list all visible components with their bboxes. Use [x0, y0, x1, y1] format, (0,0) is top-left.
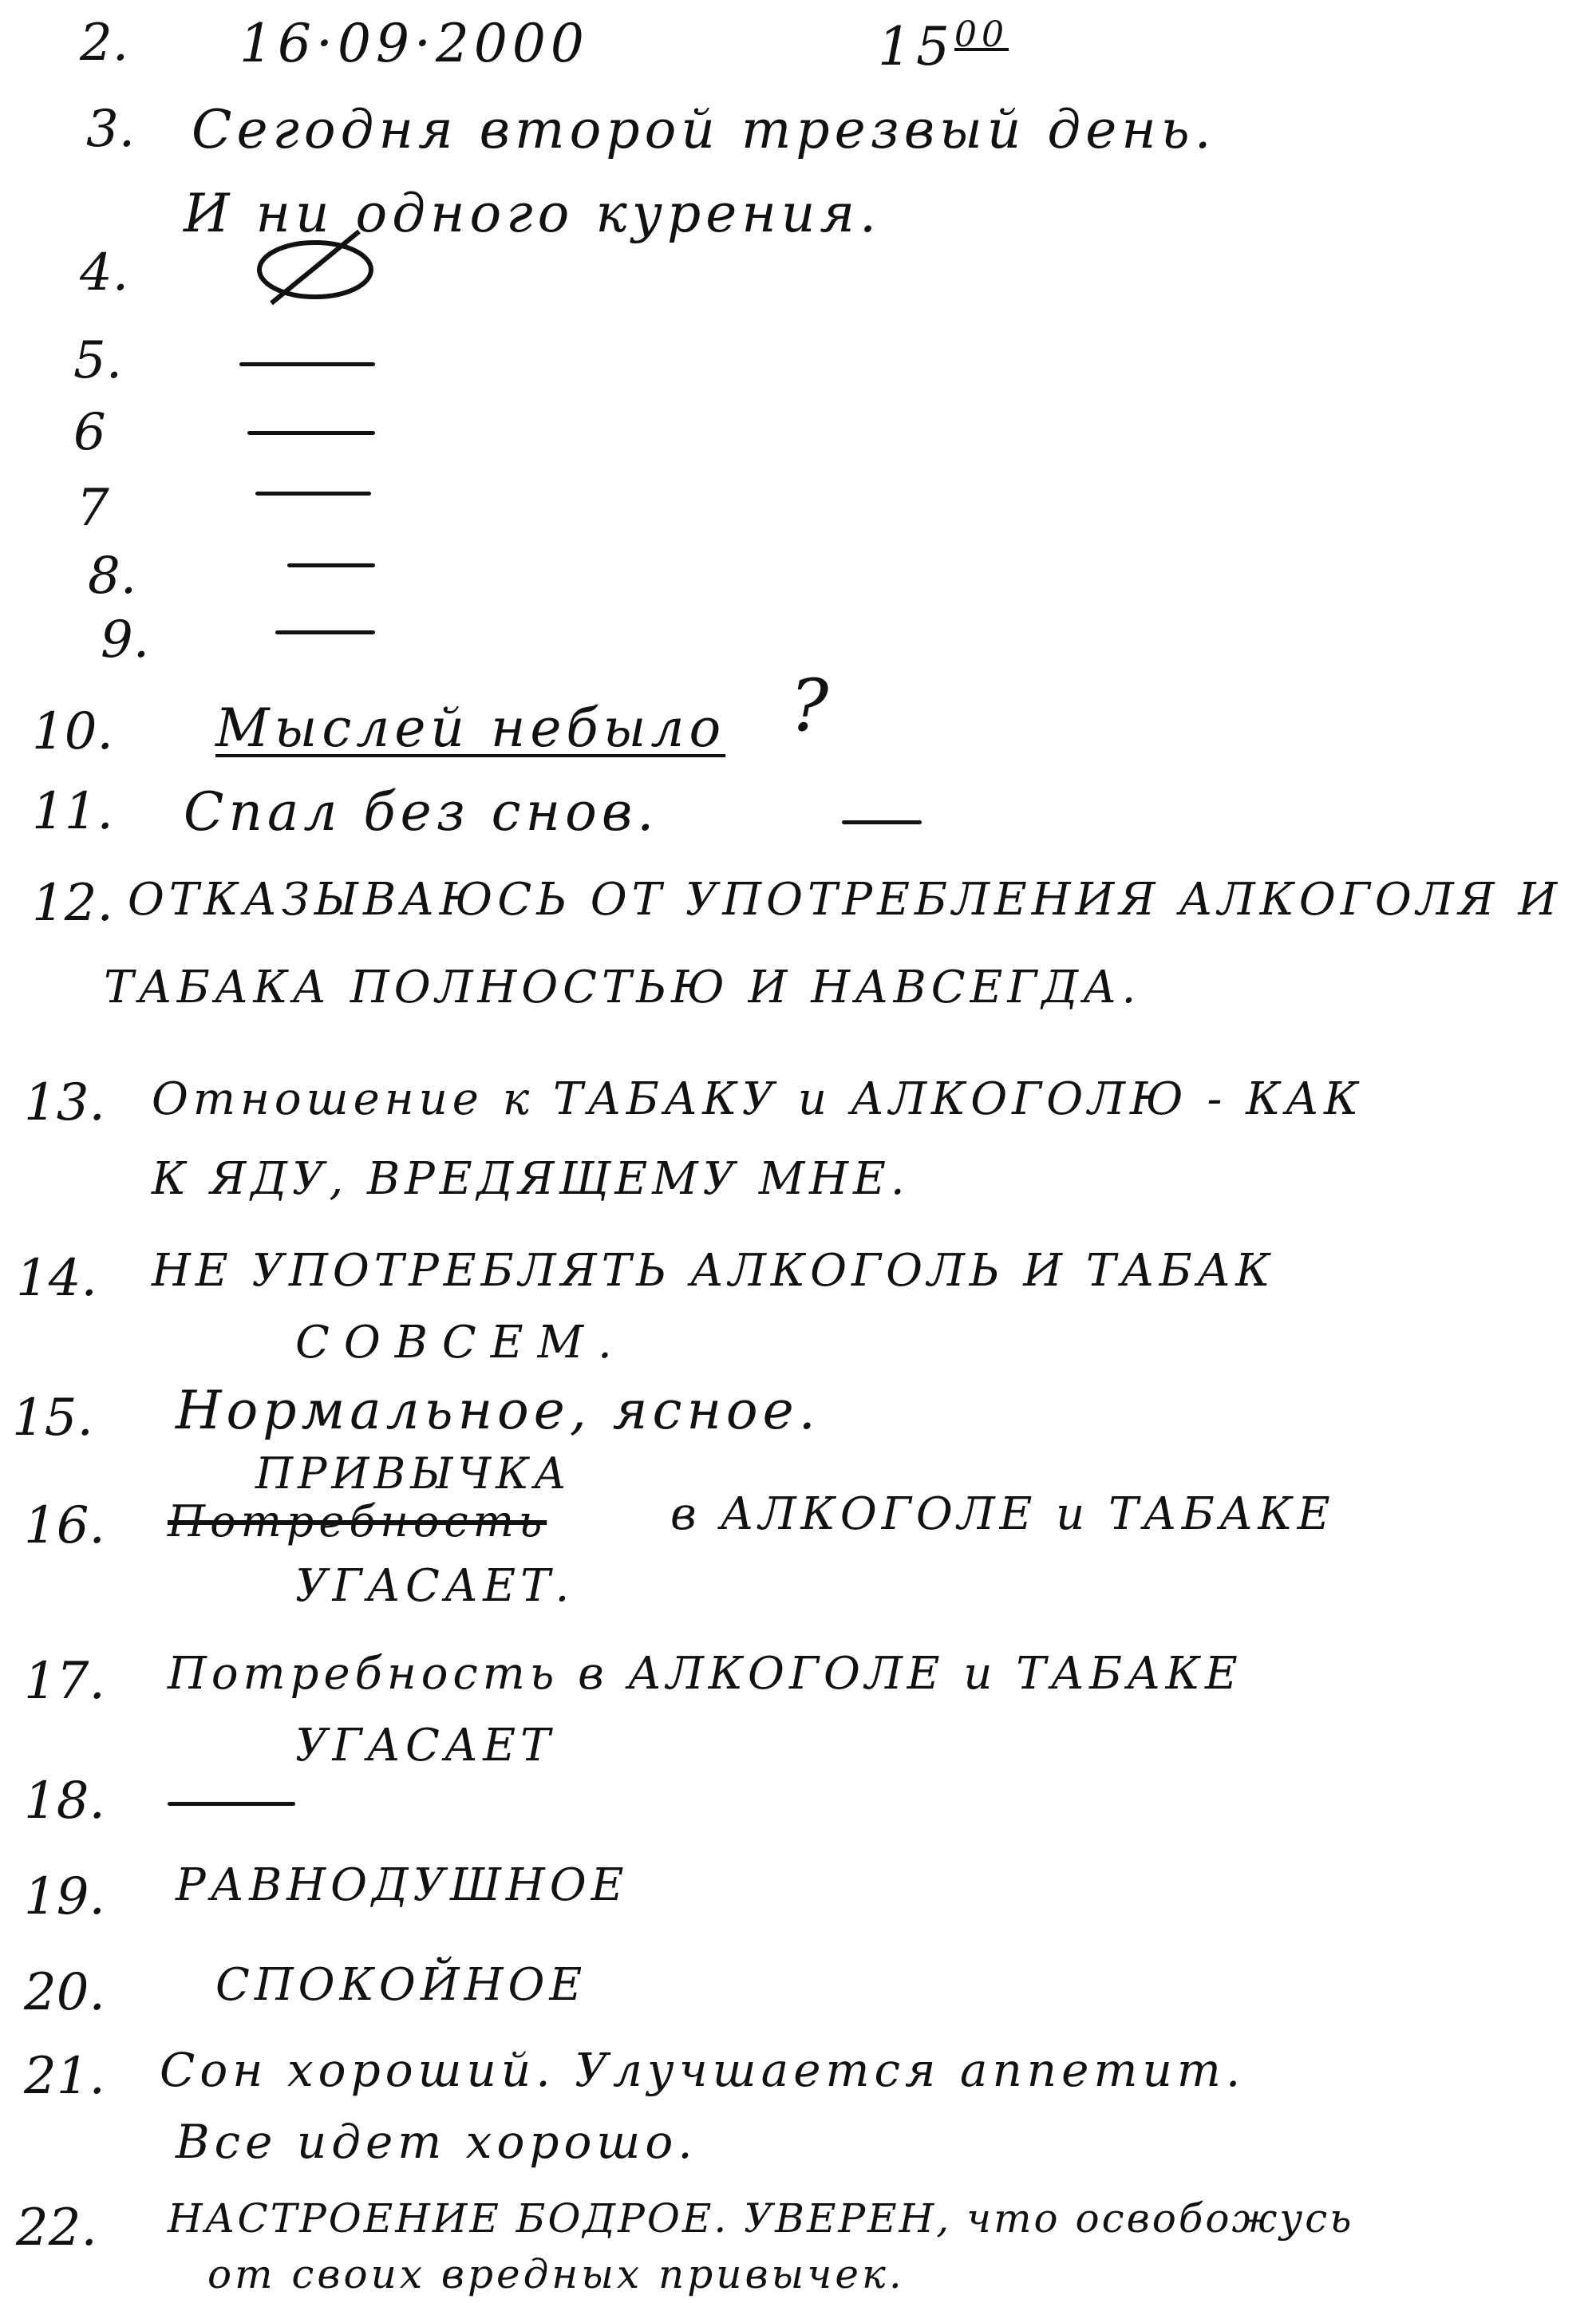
- item-number: 4.: [80, 243, 129, 302]
- item-number: 16.: [24, 1496, 105, 1555]
- item-number: 9.: [101, 610, 150, 670]
- item-number: 11.: [32, 782, 113, 841]
- dash-mark: [247, 431, 375, 435]
- item-number: 21.: [24, 2047, 105, 2106]
- item-number: 15.: [12, 1389, 93, 1448]
- item-number: 3.: [86, 100, 136, 159]
- item-number: 13.: [24, 1073, 105, 1132]
- inserted-word: ПРИВЫЧКА: [255, 1448, 571, 1499]
- dash-mark: [287, 563, 375, 567]
- entry-text-continued: И ни одного курения.: [184, 183, 882, 244]
- dash-mark: [275, 630, 375, 634]
- entry-text-continued: от своих вредных привычек.: [207, 2251, 905, 2297]
- entry-text-continued: К ЯДУ, ВРЕДЯЩЕМУ МНЕ.: [152, 1153, 910, 1205]
- item-number: 5.: [73, 331, 123, 390]
- entry-text-continued: ТАБАКА ПОЛНОСТЬЮ И НАВСЕГДА.: [104, 962, 1141, 1013]
- time-text: $15^{00}$: [878, 14, 1009, 77]
- entry-text-continued: СОВСЕМ.: [295, 1317, 626, 1369]
- item-number: 14.: [16, 1249, 97, 1308]
- crossed-circle-icon: [239, 223, 391, 311]
- entry-text: Нормальное, ясное.: [176, 1380, 820, 1441]
- dash-mark: [239, 362, 375, 366]
- entry-text: СПОКОЙНОЕ: [215, 1959, 587, 2011]
- entry-text-continued: УГАСАЕТ.: [295, 1560, 575, 1612]
- entry-text: НЕ УПОТРЕБЛЯТЬ АЛКОГОЛЬ И ТАБАК: [152, 1245, 1275, 1297]
- entry-text: Сегодня второй трезвый день.: [192, 99, 1216, 160]
- entry-text-continued: УГАСАЕТ: [295, 1720, 555, 1772]
- item-number: 18.: [24, 1772, 105, 1831]
- date-text: 16·09·2000: [239, 13, 589, 74]
- entry-text: Отношение к ТАБАКУ и АЛКОГОЛЮ - КАК: [152, 1073, 1364, 1125]
- entry-text: Сон хороший. Улучшается аппетит.: [160, 2043, 1246, 2097]
- dash-mark: [168, 1802, 295, 1806]
- item-number: 10.: [32, 702, 113, 761]
- entry-text: Потребность в АЛКОГОЛЕ и ТАБАКЕ: [168, 1648, 1242, 1700]
- item-number: 8.: [88, 547, 137, 606]
- entry-text: ОТКАЗЫВАЮСЬ ОТ УПОТРЕБЛЕНИЯ АЛКОГОЛЯ И: [128, 874, 1562, 926]
- item-number: 6: [73, 403, 106, 462]
- question-mark: ?: [790, 664, 829, 748]
- item-number: 12.: [32, 874, 113, 933]
- item-number: 20.: [24, 1963, 105, 2022]
- dash-mark: [255, 492, 371, 496]
- entry-text: РАВНОДУШНОЕ: [176, 1859, 629, 1911]
- item-number: 19.: [24, 1867, 105, 1926]
- entry-text-continued: Все идет хорошо.: [176, 2115, 697, 2169]
- entry-text: НАСТРОЕНИЕ БОДРОЕ. УВЕРЕН, что освобожусь: [168, 2195, 1354, 2242]
- item-number: 2.: [80, 14, 129, 73]
- struck-word: Потребность: [168, 1496, 547, 1547]
- item-number: 22.: [16, 2198, 97, 2258]
- entry-text: в АЛКОГОЛЕ и ТАБАКЕ: [670, 1488, 1335, 1540]
- entry-text: Мыслей небыло: [215, 697, 726, 759]
- item-number: 7: [77, 479, 109, 538]
- item-number: 17.: [24, 1652, 105, 1711]
- dash-mark: [842, 820, 922, 824]
- entry-text: Спал без снов.: [184, 781, 659, 843]
